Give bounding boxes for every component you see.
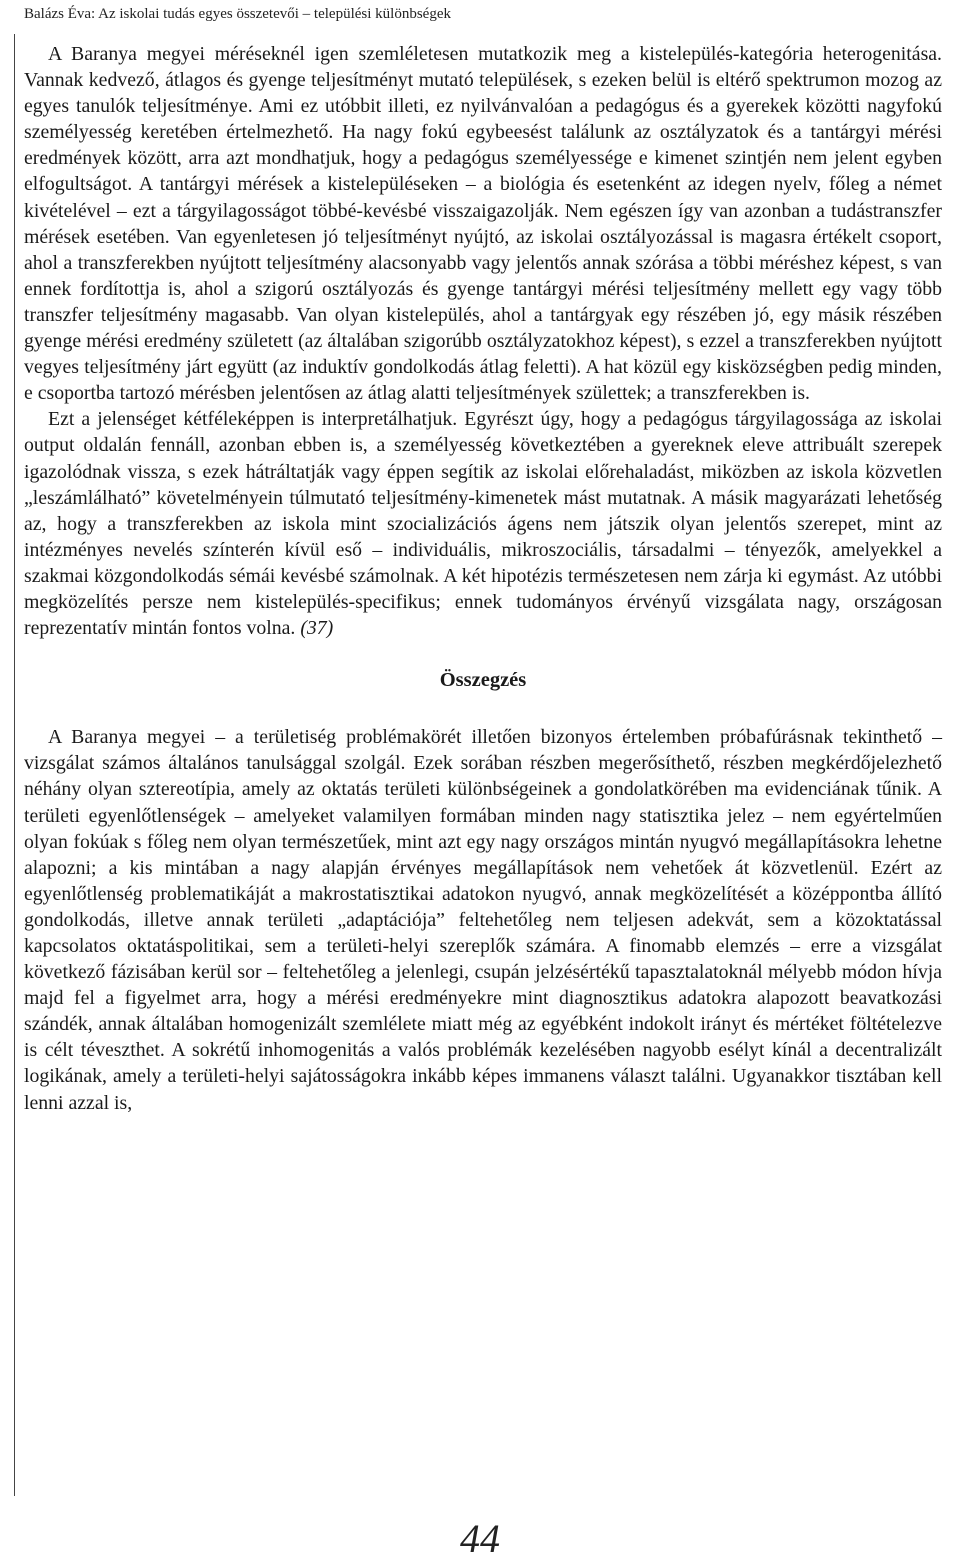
margin-rule [14,34,15,1496]
page-number: 44 [460,1516,500,1561]
paragraph-2 [24,406,942,641]
paragraph-3: A Baranya megyei – a területiség problémakörét illetően bizonyos értelemben próbafúrásnak tekinthető – vizsgálat számos általános tanulsággal szolgál. Ezek sorában részben megerősíthető, részben megkérdőjelezhető néhány olyan sztereotípia, amely az oktatás területi különbségeinek a gondolatkörében ma evidenciának tűnik. A területi egyenlőtlenségek – amelyeket valamilyen formában minden nagy statisztika jelez – nem egyértelműen olyan fokúak s főleg nem olyan természetűek, mint azt egy nagy országos mintán nyugvó megállapításokra lehetne alapozni; a kis mintában a nagy alapján érvényes megállapítások nem vehetőek át közvetlenül. Ezért az egyenlőtlenség problematikáját a makrostatisztikai adatokon nyugvó, annak megközelítését a középpontba állító gondolkodás, illetve annak területi „adaptációja” feltehetőleg nem teljesen adekvát, sem a közoktatással kapcsolatos oktatáspolitikai, sem a területi-helyi szereplők számára. A finomabb elemzés – erre a vizsgálat következő fázisában kerül sor – feltehetőleg a jelenlegi, csupán jelzésértékű tapasztalatoknál mélyebb módon hívja majd fel a figyelmet arra, hogy a mérési eredményekre mint diagnosztikus adatokra alapozott beavatkozási szándék, annak általában homogenizált szemlélete miatt még az egyébként indokolt irányt és mértéket föltételezve is célt téveszthet. A sokrétű inhomogenitás a valós problémák kezelésében nagyobb esélyt kínál a decentralizált logikának, amely a területi-helyi sajátosságokra inkább képes immanens választ találni. Ugyanakkor tisztában kell lenni azzal is, [24,726,942,1114]
body-text [24,41,942,1116]
section-title: Összegzés [439,669,527,692]
reference-marker: (37) [300,617,334,640]
paragraph-2-text: Ezt a jelenséget kétféleképpen is interpretálhatjuk. Egyrészt úgy, hogy a pedagógus tárgyilagossága az iskolai output oldalán fennáll, azonban ebben is, a személyesség következtében a gyereknek eleve attribuált szerepek igazolódnak vissza, s ezek hátráltatják vagy éppen segítik az iskolai előrehaladást, miközben az iskola közvetlen „leszámlálható” követelményein túlmutató teljesítmény-kimenetek mást mutatnak. A másik magyarázati lehetőség az, hogy a transzferekben az iskola mint szocializációs ágens nem játszik olyan jelentős szerepet, mint az intézményes nevelés színterén kívül eső – individuális, mikroszociális, társadalmi – tényezők, amelyekkel a szakmai közgondolkodás sémái kevésbé számolnak. A két hipotézis természetesen nem zárja ki egymást. Az utóbbi megközelítés persze nem kistelepülés-specifikus; ennek tudományos érvényű vizsgálata nagy, országosan reprezentatív mintán fontos volna. [24,408,942,640]
running-header: Balázs Éva: Az iskolai tudás egyes összetevői – települési különbségek [24,6,451,22]
paragraph-1: A Baranya megyei méréseknél igen szemléletesen mutatkozik meg a kistelepülés-kategória heterogenitása. Vannak kedvező, átlagos és gyenge teljesítményt mutató települések, s ezeken belül is eltérő spektrumon mozog az egyes tanulók teljesítménye. Ami ez utóbbit illeti, ez nyilvánvalóan a pedagógus és a gyerekek közötti nagyfokú személyesség keretében értelmezhető. Ha nagy fokú egybeesést találunk az osztályzatok és a tantárgyi mérési eredmények között, arra azt mondhatjuk, hogy a pedagógus személyessége e kimenet szintjén nem jelent egyben elfogultságot. A tantárgyi mérések a kistelepüléseken – a biológia és esetenként az idegen nyelv, főleg a német kivételével – ezt a tárgyilagosságot többé-kevésbé visszaigazolják. Nem egészen így van azonban a tudástranszfer mérések esetében. Van egyenletesen jó teljesítményt nyújtó, az iskolai osztályozással is magasra értékelt csoport, ahol a transzferekben nyújtott teljesítmény alacsonyabb vagy jelentős annak szórása a többi méréshez képest, s van ennek fordítottja is, ahol a szigorú osztályozás és gyenge tantárgyi mérési teljesítmény mellett egy vagy több transzfer teljesítmény magasabb. Van olyan kistelepülés, ahol a tantárgyak egy részében jó, egy másik részében gyenge mérési eredmény született (az általában szigorúbb osztályzatokhoz képest), s ezzel a transzferekben nyújtott vegyes teljesítmény járt együtt (az induktív gondolkodás átlag feletti). A hat közül egy kisközségben pedig minden, e csoportba tartozó mérésben jelentősen az átlag alatti teljesítmények születtek; a transzferekben is. [24,43,942,405]
